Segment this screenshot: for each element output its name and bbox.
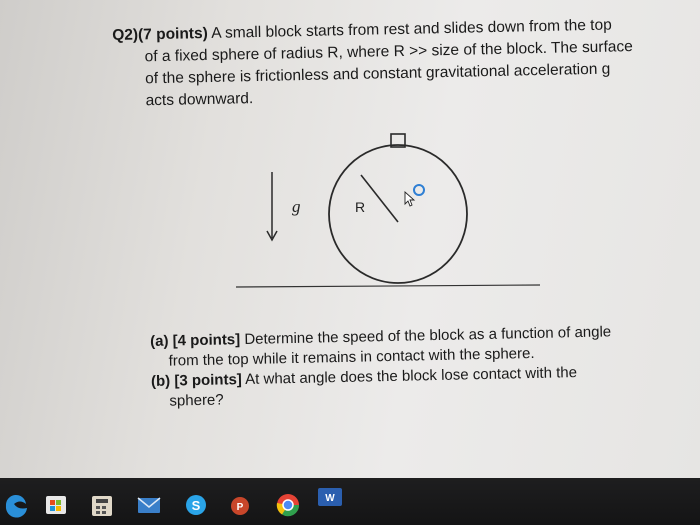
part-b-label: (b) [3 points] xyxy=(150,371,243,390)
part-b-line-2: sphere? xyxy=(169,391,224,410)
calculator-icon[interactable] xyxy=(92,496,112,516)
taskbar-icons xyxy=(0,486,700,525)
ground-line xyxy=(236,285,540,287)
question-line-4: acts downward. xyxy=(145,90,254,110)
radius-label: R xyxy=(355,199,366,215)
store-icon[interactable] xyxy=(46,496,66,514)
part-b-text: At what angle does the block lose contact with the xyxy=(241,364,578,389)
radius-line xyxy=(361,175,398,222)
question-line-1: A small block starts from rest and slides down from the top xyxy=(207,16,612,42)
question-line-2: of a fixed sphere of radius R, where R >> size of the block. The surface xyxy=(144,38,633,66)
part-a-text: Determine the speed of the block as a function of angle xyxy=(240,323,612,349)
gravity-label: g⃗ xyxy=(292,197,314,216)
question-parts xyxy=(150,321,672,412)
part-a-label: (a) [4 points] xyxy=(150,331,241,350)
powerpoint-icon[interactable] xyxy=(231,497,249,515)
mail-icon[interactable] xyxy=(138,498,160,513)
sphere-circle xyxy=(329,145,467,283)
edge-browser-icon[interactable] xyxy=(6,495,27,518)
powerpoint-letter: P xyxy=(236,502,244,513)
word-icon[interactable] xyxy=(318,488,342,506)
mouse-cursor-icon xyxy=(405,185,424,206)
chrome-icon[interactable] xyxy=(277,494,299,516)
question-line-3: of the sphere is frictionless and constant gravitational acceleration g xyxy=(144,60,611,88)
word-letter: W xyxy=(325,493,335,504)
skype-icon[interactable] xyxy=(186,495,206,515)
question-label: Q2)(7 points) xyxy=(112,24,208,44)
part-a-line-2: from the top while it remains in contact with the sphere. xyxy=(168,344,535,370)
skype-letter: S xyxy=(191,498,201,513)
